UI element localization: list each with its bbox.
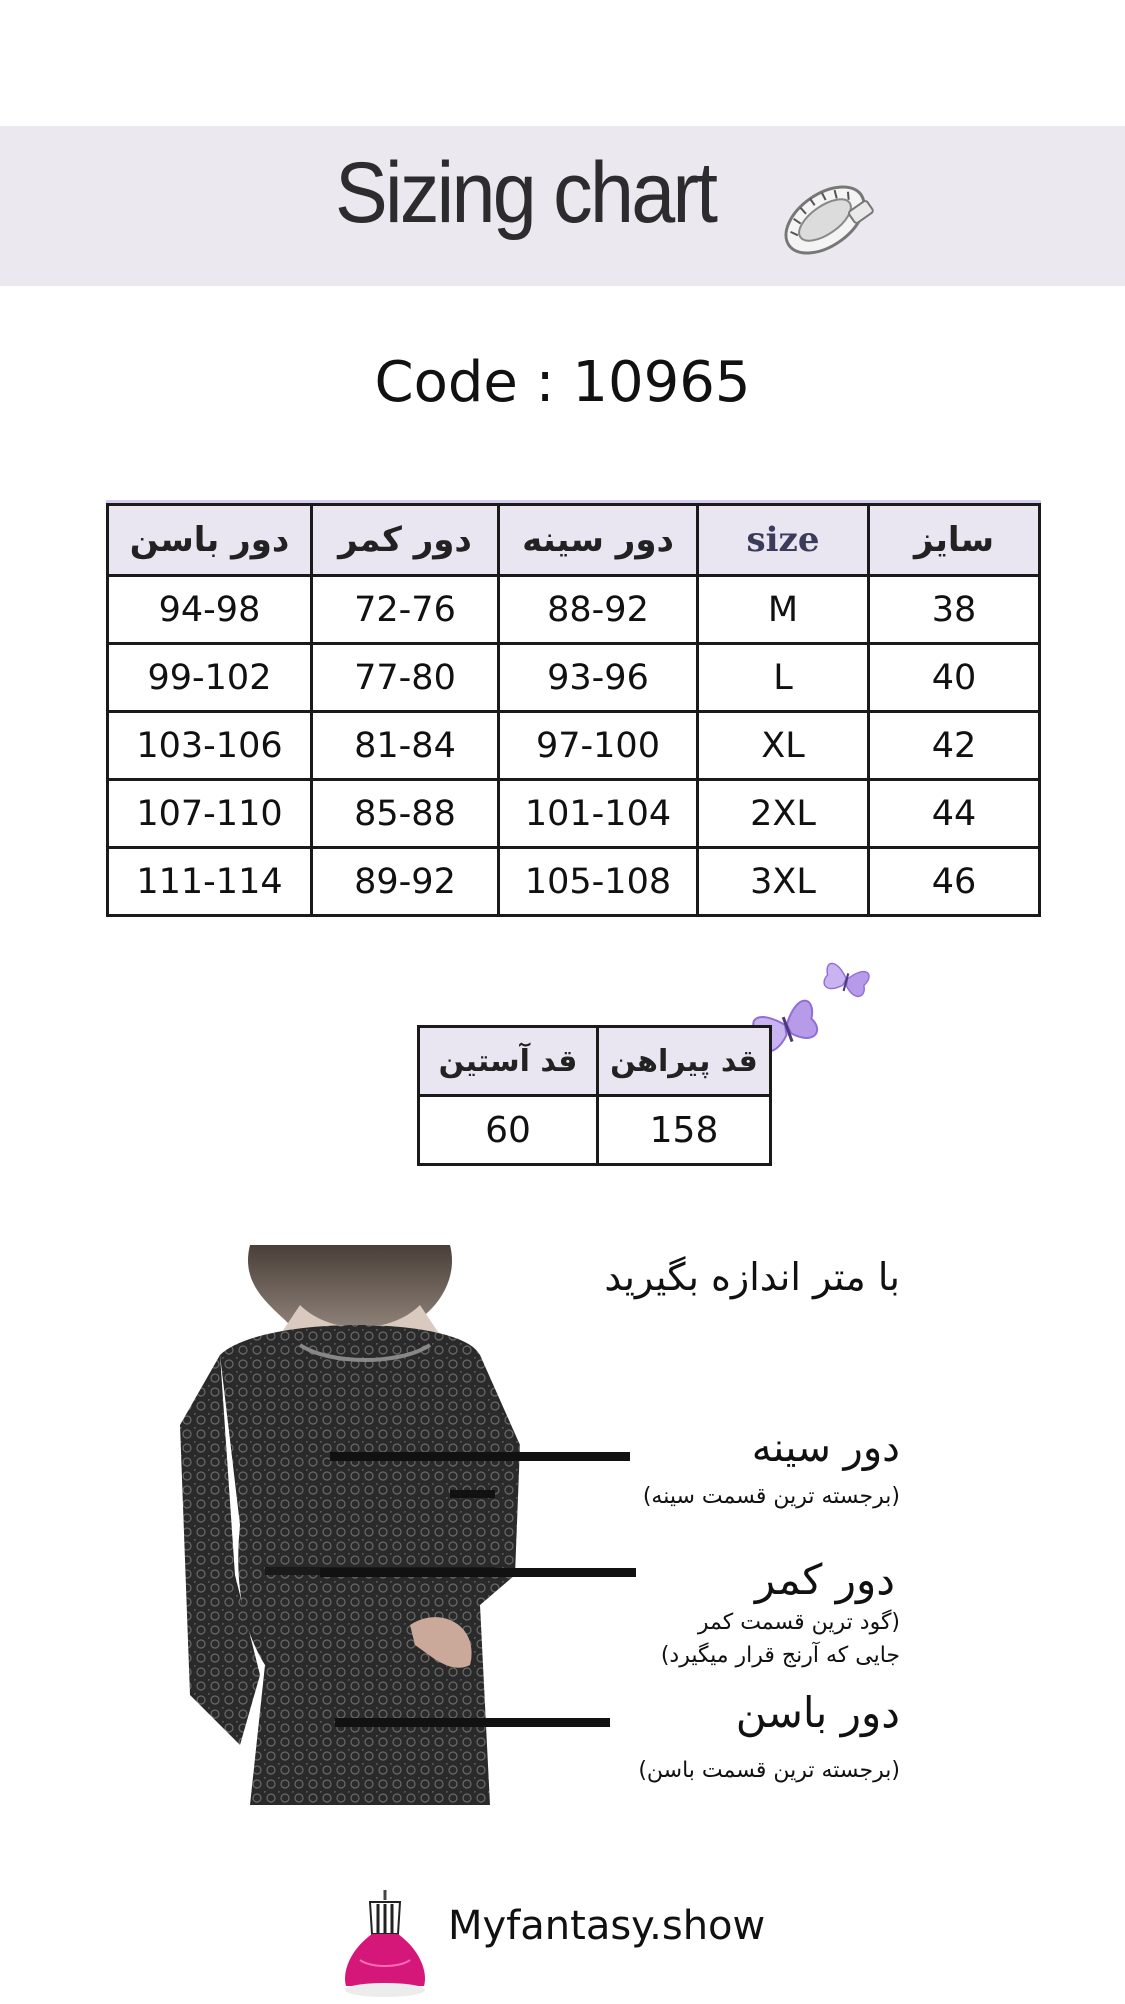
size-table xyxy=(106,503,1041,917)
waist-header: دور کمر xyxy=(312,505,499,576)
chest-cell: 101-104 xyxy=(499,780,698,848)
table-row xyxy=(108,780,1040,848)
product-code: Code : 10965 xyxy=(374,350,751,415)
chest-cell: 97-100 xyxy=(499,712,698,780)
chest-cell: 105-108 xyxy=(499,848,698,916)
size-letter-cell: XL xyxy=(698,712,869,780)
size-number-cell: 42 xyxy=(869,712,1040,780)
size-number-cell: 38 xyxy=(869,576,1040,644)
waist-cell: 77-80 xyxy=(312,644,499,712)
hip-cell: 111-114 xyxy=(108,848,312,916)
size-letter-cell: M xyxy=(698,576,869,644)
dress-length-value: 158 xyxy=(598,1096,771,1165)
size-letter-cell: 2XL xyxy=(698,780,869,848)
waist-note-line-2: جایی که آرنج قرار میگیرد) xyxy=(660,1643,900,1668)
hip-note: (برجسته ترین قسمت باسن) xyxy=(638,1758,900,1783)
size-number-header: سایز xyxy=(869,505,1040,576)
length-table-header-row xyxy=(419,1027,771,1096)
size-table-header-row xyxy=(108,505,1040,576)
hip-cell: 99-102 xyxy=(108,644,312,712)
table-row xyxy=(108,576,1040,644)
waist-cell: 85-88 xyxy=(312,780,499,848)
waist-cell: 72-76 xyxy=(312,576,499,644)
size-letter-header: size xyxy=(698,505,869,576)
chest-cell: 88-92 xyxy=(499,576,698,644)
hip-label: دور باسن xyxy=(735,1688,900,1737)
waist-cell: 81-84 xyxy=(312,712,499,780)
page-title: Sizing chart xyxy=(335,145,716,241)
measuring-tape-icon xyxy=(770,165,880,279)
chest-guide-tick xyxy=(450,1490,495,1498)
hip-header: دور باسن xyxy=(108,505,312,576)
hip-cell: 103-106 xyxy=(108,712,312,780)
chest-header: دور سینه xyxy=(499,505,698,576)
chest-guide-line xyxy=(330,1452,630,1461)
dress-logo-icon xyxy=(340,1890,430,2004)
waist-label: دور کمر xyxy=(754,1555,895,1604)
length-table xyxy=(417,1025,772,1166)
table-row xyxy=(108,644,1040,712)
guide-heading: با متر اندازه بگیرید xyxy=(604,1255,900,1299)
waist-cell: 89-92 xyxy=(312,848,499,916)
table-row xyxy=(108,848,1040,916)
brand-name[interactable]: Myfantasy.show xyxy=(448,1903,766,1949)
table-row xyxy=(419,1096,771,1165)
chest-label: دور سینه xyxy=(751,1425,900,1471)
size-letter-cell: L xyxy=(698,644,869,712)
chest-cell: 93-96 xyxy=(499,644,698,712)
hip-guide-line xyxy=(335,1718,610,1727)
table-row xyxy=(108,712,1040,780)
size-number-cell: 40 xyxy=(869,644,1040,712)
sleeve-length-value: 60 xyxy=(419,1096,598,1165)
dress-length-header: قد پیراهن xyxy=(598,1027,771,1096)
waist-note-line-1: (گود ترین قسمت کمر xyxy=(697,1610,900,1635)
sleeve-length-header: قد آستین xyxy=(419,1027,598,1096)
hip-cell: 94-98 xyxy=(108,576,312,644)
size-letter-cell: 3XL xyxy=(698,848,869,916)
chest-note: (برجسته ترین قسمت سینه) xyxy=(642,1484,900,1509)
waist-guide-line xyxy=(320,1568,636,1577)
size-number-cell: 46 xyxy=(869,848,1040,916)
size-number-cell: 44 xyxy=(869,780,1040,848)
hip-cell: 107-110 xyxy=(108,780,312,848)
